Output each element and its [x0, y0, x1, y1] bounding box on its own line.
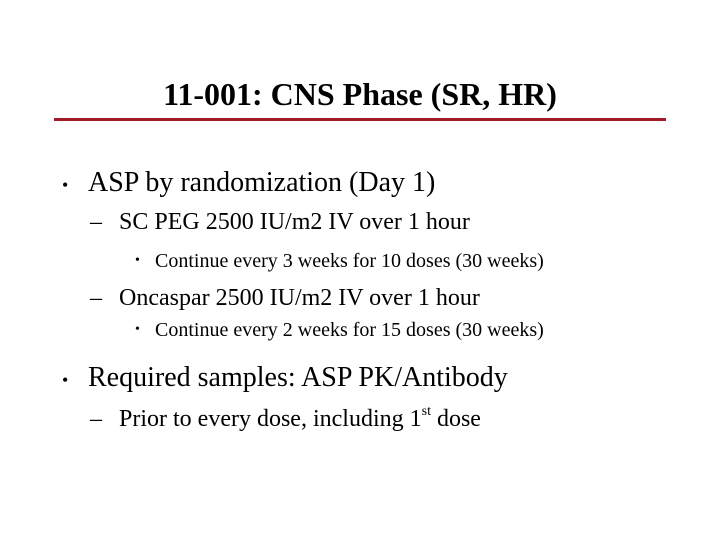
sub-sub-bullet-every-2-weeks: Continue every 2 weeks for 15 doses (30 weeks) [155, 319, 544, 341]
dash-marker-icon: – [90, 406, 102, 432]
ordinal-superscript: st [421, 404, 431, 419]
bullet-dot-icon: • [62, 175, 69, 195]
bullet-dot-icon: • [62, 370, 69, 390]
sub-bullet-prior-to-every-dose [119, 405, 481, 433]
sub-bullet-oncaspar: Oncaspar 2500 IU/m2 IV over 1 hour [119, 285, 480, 311]
bullet-dot-icon: • [135, 253, 140, 268]
dash-marker-icon: – [90, 209, 102, 235]
dash-marker-icon: – [90, 285, 102, 311]
bullet-dot-icon: • [135, 322, 140, 337]
sub-sub-bullet-every-3-weeks: Continue every 3 weeks for 10 doses (30 weeks) [155, 250, 544, 272]
slide-title: 11-001: CNS Phase (SR, HR) [163, 76, 557, 112]
bullet-required-samples: Required samples: ASP PK/Antibody [88, 362, 508, 393]
bullet-asp-randomization: ASP by randomization (Day 1) [88, 167, 436, 198]
title-divider [54, 118, 666, 121]
sub-bullet-text-end: dose [430, 406, 481, 432]
sub-bullet-sc-peg: SC PEG 2500 IU/m2 IV over 1 hour [119, 209, 470, 235]
sub-bullet-text: Prior to every dose, including 1 [119, 406, 422, 432]
